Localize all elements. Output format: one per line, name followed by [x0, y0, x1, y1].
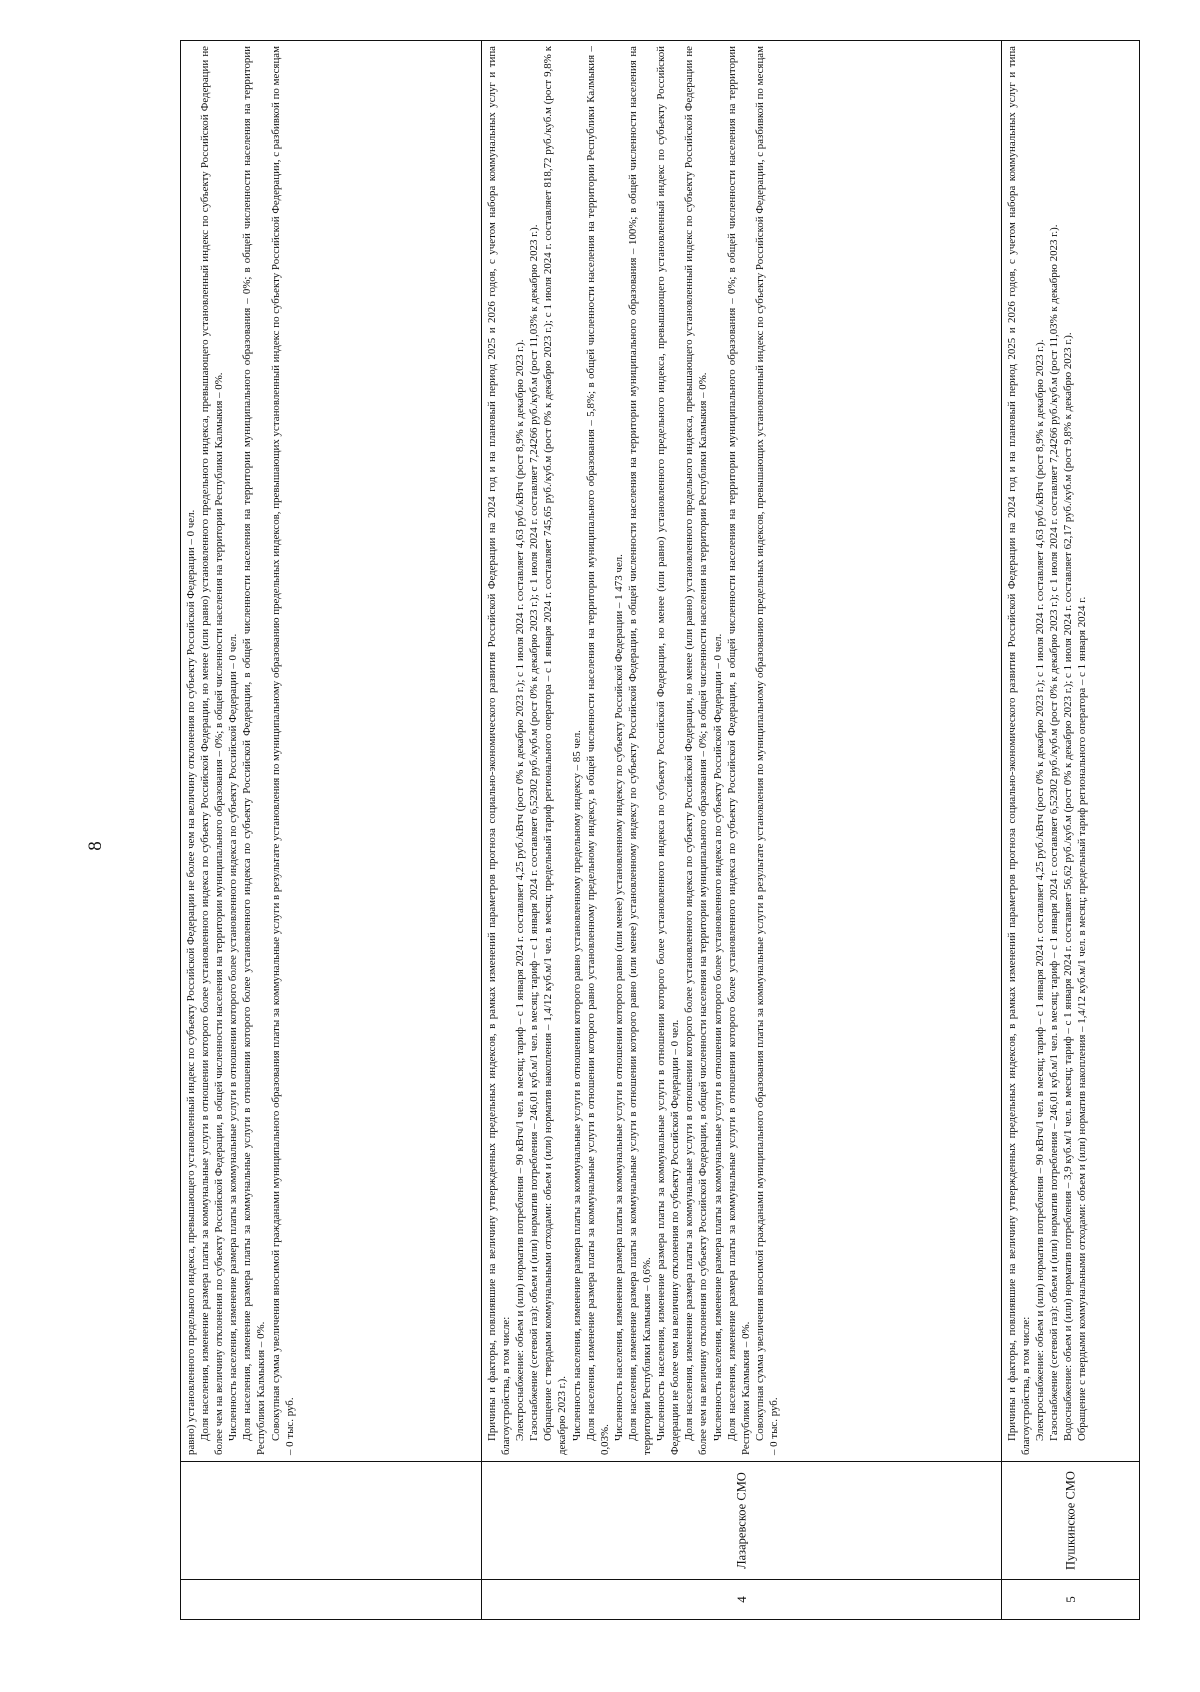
description-cell — [181, 41, 481, 1461]
paragraph: Доля населения, изменение размера платы за коммунальные услуги в отношении которого равно установленному предельному индексу, в общей численности населения на территории муниципального образования – 5,8%; в общей численности населения на территории Республики Калмыкия – 0,03%. — [584, 46, 611, 1455]
row-number: 5 — [1062, 1596, 1078, 1603]
row-number-cell — [181, 1579, 481, 1619]
table-rotation-frame — [180, 40, 1140, 1620]
paragraph: Численность населения, изменение размера платы за коммунальные услуги в отношении которого более установленного индекса по субъекту Российской Федерации – 0 чел. — [711, 633, 724, 1441]
paragraph: Доля населения, изменение размера платы за коммунальные услуги в отношении которого более установленного индекса по субъекту Российской Федерации, в общей численности населения на территории муниципального образования – 0%; в общей численности населения на территории Республики Калмыкия – 0%. — [725, 46, 752, 1455]
paragraph: Причины и факторы, повлиявшие на величину утвержденных предельных индексов, в рамках изменений параметров прогноза социально-экономического развития Российской Федерации на 2024 год и на плановый период 2025 и 2026 годов, с учетом набора коммунальных услуг и типа благоустройства, в том числе: — [1006, 46, 1033, 1455]
row-number-cell — [1002, 1579, 1139, 1619]
paragraph: Газоснабжение (сетевой газ): объем и (или) норматив потребления – 246,01 куб.м/1 чел. в месяц; тариф – с 1 января 2024 г. составляет 6,52302 руб./куб.м (рост 0% к декабрю 2023 г.); с 1 июля 2024 г. составляет 7,24266 руб./куб.м (рост 11,03% к декабрю 2023 г.). — [1048, 224, 1061, 1441]
paragraph: Численность населения, изменение размера платы за коммунальные услуги в отношении которого более установленного индекса по субъекту Российской Федерации, но менее (или равно) установленного предельного индекса, превышающего установленный индекс по субъекту Российской Федерации не более чем на величину отклонения по субъекту Российской Федерации – 0 чел. — [655, 46, 682, 1455]
paragraph: Водоснабжение: объем и (или) норматив потребления – 3,9 куб.м/1 чел. в месяц; тариф – с 1 января 2024 г. составляет 56,62 руб./куб.м (рост 0% к декабрю 2023 г.); с 1 июля 2024 г. составляет 62,17 руб./куб.м (рост 9,8% к декабрю 2023 г.). — [1062, 332, 1075, 1441]
page-number: 8 — [85, 841, 106, 851]
paragraph: Совокупная сумма увеличения вносимой гражданами муниципального образования платы за коммунальные услуги в результате установления по муниципальному образованию предельных индексов, превышающих установленный индекс по субъекту Российской Федерации, с разбивкой по месяцам – 0 тыс. руб. — [269, 46, 296, 1455]
paragraph: Совокупная сумма увеличения вносимой гражданами муниципального образования платы за коммунальные услуги в результате установления по муниципальному образованию предельных индексов, превышающих установленный индекс по субъекту Российской Федерации, с разбивкой по месяцам – 0 тыс. руб. — [753, 46, 780, 1455]
paragraph: Доля населения, изменение размера платы за коммунальные услуги в отношении которого более установленного индекса по субъекту Российской Федерации, но менее (или равно) установленного предельного индекса, превышающего установленный индекс по субъекту Российской Федерации не более чем на величину отклонения по субъекту Российской Федерации, в общей численности населения на территории муниципального образования – 0%; в общей численности населения на территории Республики Калмыкия – 0%. — [683, 46, 710, 1455]
paragraph: Причины и факторы, повлиявшие на величину утвержденных предельных индексов, в рамках изменений параметров прогноза социально-экономического развития Российской Федерации на 2024 год и на плановый период 2025 и 2026 годов, с учетом набора коммунальных услуг и типа благоустройства, в том числе: — [486, 46, 513, 1455]
row-number-cell — [482, 1579, 1001, 1619]
paragraph: Обращение с твердыми коммунальными отходами: объем и (или) норматив накопления – 1,4/12 куб.м/1 чел. в месяц; предельный тариф регионального оператора – с 1 января 2024 г. составляет 745,65 руб./куб.м (рост 0% к декабрю 2023 г.); с 1 июля 2024 г. составляет 818,72 руб./куб.м (рост 9,8% к декабрю 2023 г.). — [542, 46, 569, 1455]
table-row-pushkinskoe — [1001, 41, 1139, 1619]
paragraph: Газоснабжение (сетевой газ): объем и (или) норматив потребления – 246,01 куб.м/1 чел. в месяц; тариф – с 1 января 2024 г. составляет 6,52302 руб./куб.м (рост 0% к декабрю 2023 г.); с 1 июля 2024 г. составляет 7,24266 руб./куб.м (рост 11,03% к декабрю 2023 г.). — [528, 224, 541, 1441]
paragraph: Доля населения, изменение размера платы за коммунальные услуги в отношении которого равно (или менее) установленному индексу по субъекту Российской Федерации, в общей численности населения на территории муниципального образования – 100%; в общей численности населения на территории Республики Калмыкия – 0,6%. — [626, 46, 654, 1455]
paragraph: Численность населения, изменение размера платы за коммунальные услуги в отношении которого равно установленному предельному индексу – 85 чел. — [570, 730, 583, 1441]
paragraph: Обращение с твердыми коммунальными отходами: объем и (или) норматив накопления – 1,4/12 куб.м/1 чел. в месяц; предельный тариф регионального оператора – с 1 января 2024 г. — [1076, 596, 1089, 1441]
indices-table — [180, 40, 1140, 1620]
municipality-name: Пушкинское СМО — [1063, 1471, 1077, 1570]
paragraph: Электроснабжение: объем и (или) норматив потребления – 90 кВтч/1 чел. в месяц; тариф – с 1 января 2024 г. составляет 4,25 руб./кВтч (рост 0% к декабрю 2023 г.); с 1 июля 2024 г. составляет 4,63 руб./кВтч (рост 8,9% к декабрю 2023 г.). — [1034, 339, 1047, 1441]
paragraph: Электроснабжение: объем и (или) норматив потребления – 90 кВтч/1 чел. в месяц; тариф – с 1 января 2024 г. составляет 4,25 руб./кВтч (рост 0% к декабрю 2023 г.); с 1 июля 2024 г. составляет 4,63 руб./кВтч (рост 8,9% к декабрю 2023 г.). — [514, 339, 527, 1441]
paragraph: Доля населения, изменение размера платы за коммунальные услуги в отношении которого более установленного индекса по субъекту Российской Федерации, но менее (или равно) установленного предельного индекса, превышающего установленный индекс по субъекту Российской Федерации не более чем на величину отклонения по субъекту Российской Федерации, в общей численности населения на территории муниципального образования – 0%; в общей численности населения на территории Республики Калмыкия – 0%. — [199, 46, 226, 1455]
municipality-name: Лазаревское СМО — [734, 1472, 748, 1569]
description-cell — [482, 41, 1001, 1461]
table-row-continuation — [181, 41, 481, 1619]
paragraph: Доля населения, изменение размера платы за коммунальные услуги в отношении которого более установленного индекса по субъекту Российской Федерации, в общей численности населения на территории муниципального образования – 0%; в общей численности населения на территории Республики Калмыкия – 0%. — [241, 46, 268, 1455]
municipality-cell — [181, 1461, 481, 1579]
municipality-cell — [482, 1461, 1001, 1579]
paragraph: Численность населения, изменение размера платы за коммунальные услуги в отношении которого более установленного индекса по субъекту Российской Федерации – 0 чел. — [227, 633, 240, 1441]
description-cell — [1002, 41, 1139, 1461]
paragraph: Численность населения, изменение размера платы за коммунальные услуги в отношении которого равно (или менее) установленному индексу по субъекту Российской Федерации – 1 473 чел. — [612, 554, 625, 1441]
table-row-lazarevskoe — [481, 41, 1001, 1619]
municipality-cell — [1002, 1461, 1139, 1579]
row-number: 4 — [733, 1596, 749, 1603]
paragraph: равно) установленного предельного индекса, превышающего установленный индекс по субъекту Российской Федерации не более чем на величину отклонения по субъекту Российской Федерации – 0 чел. — [185, 509, 197, 1455]
